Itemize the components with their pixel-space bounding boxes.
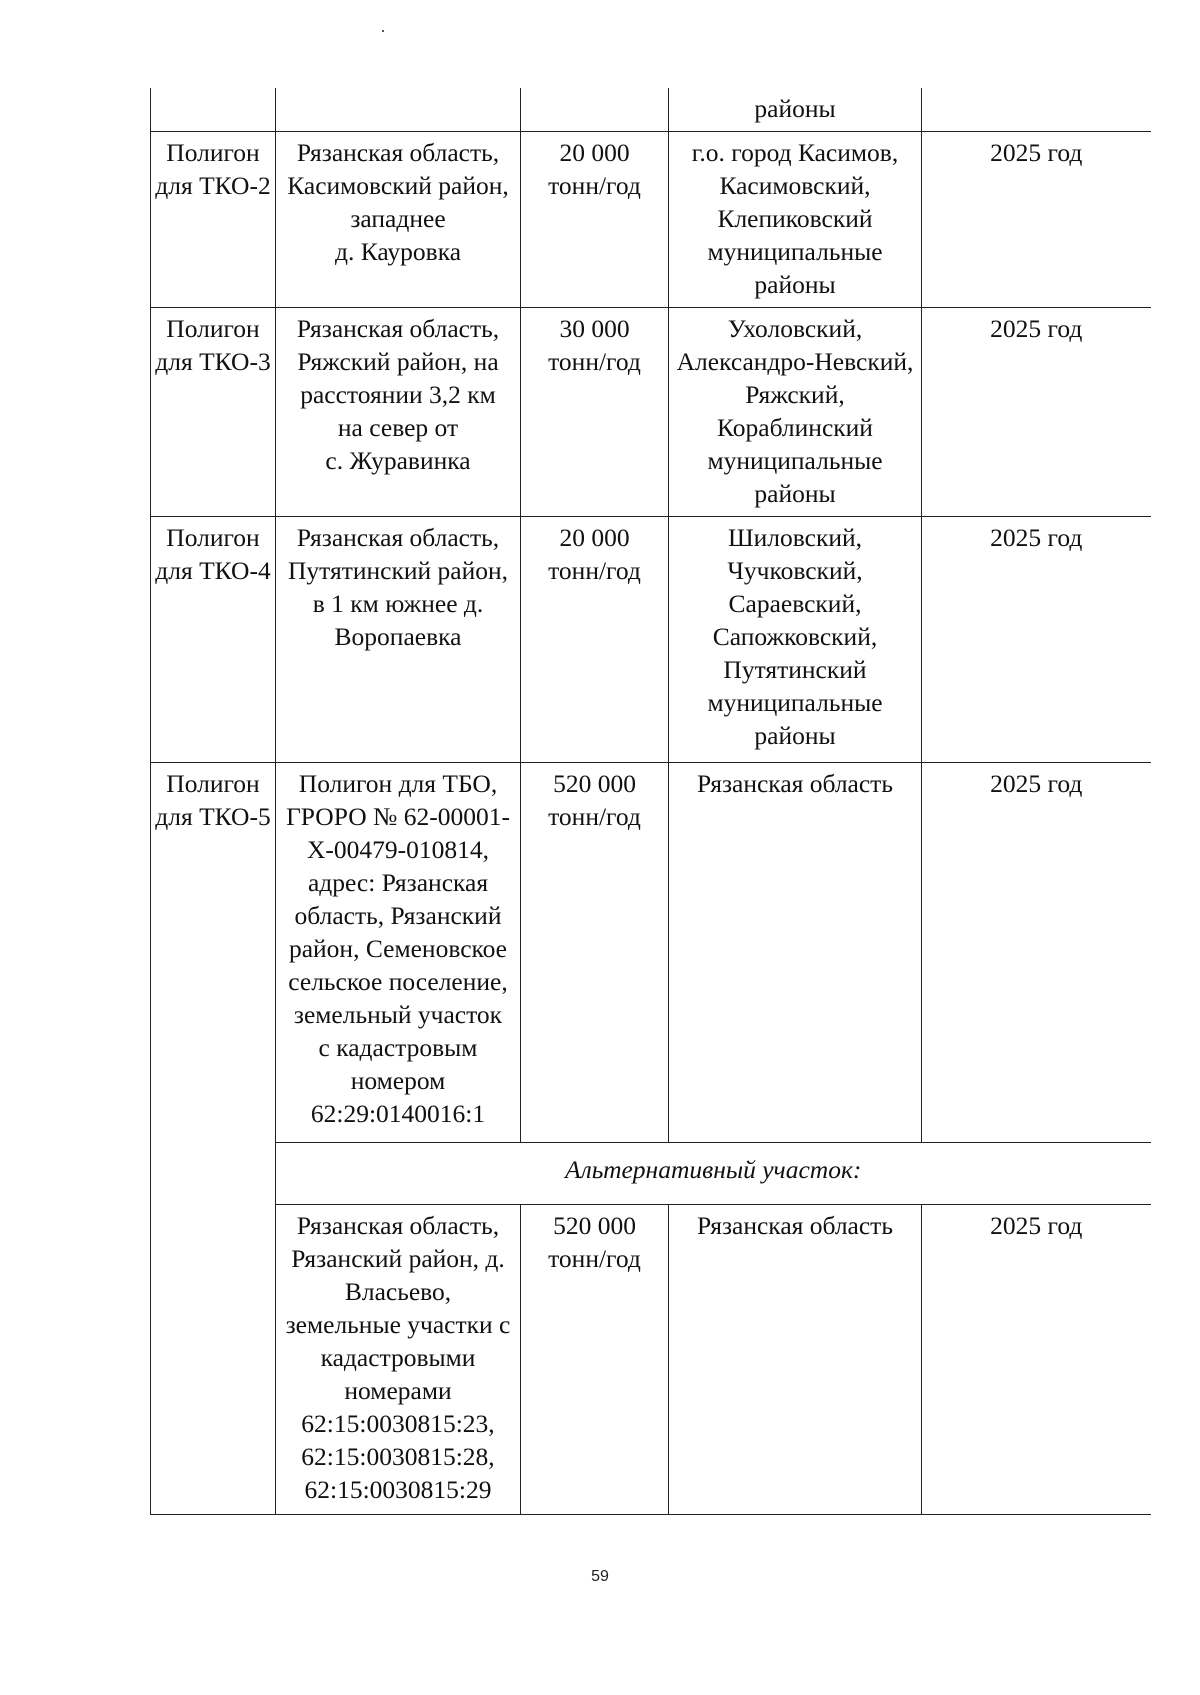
cell-year — [922, 308, 1151, 517]
location-line: номером — [350, 1066, 446, 1095]
area-line: Касимовский, — [719, 171, 871, 200]
object-line: Полигон — [166, 769, 260, 798]
location-line: Ряжский район, на — [297, 347, 499, 376]
location-line: земельный участок — [293, 1000, 503, 1029]
capacity-line: 20 000 — [559, 138, 630, 167]
cell-capacity — [521, 308, 669, 517]
cell-area — [669, 763, 922, 1143]
area-line: Рязанская область — [697, 769, 893, 798]
cell-year — [922, 763, 1151, 1143]
location-line: район, Семеновское — [288, 934, 508, 963]
alternative-site-label: Альтернативный участок: — [276, 1143, 1151, 1205]
capacity-line: 520 000 — [553, 769, 636, 798]
table-row-alternative-label — [151, 1143, 1151, 1205]
location-line: сельское поселение, — [288, 967, 508, 996]
capacity-line: 20 000 — [559, 523, 630, 552]
location-line: с кадастровым — [318, 1033, 478, 1062]
area-line: г.о. город Касимов, — [691, 138, 899, 167]
cell-location — [276, 517, 521, 763]
location-line: Воропаевка — [334, 622, 462, 651]
location-line: 62:15:0030815:28, — [301, 1442, 495, 1471]
table-row-continuation — [151, 88, 1151, 132]
location-line: Рязанская область, — [296, 1211, 500, 1240]
table-row-tko-4 — [151, 517, 1151, 763]
object-line: Полигон — [166, 523, 260, 552]
year-text: 2025 год — [990, 314, 1083, 343]
location-line: Полигон для ТБО, — [298, 769, 498, 798]
cell-area — [669, 308, 922, 517]
area-line: муниципальные — [707, 688, 883, 717]
cell-year — [922, 1205, 1151, 1515]
area-line: Путятинский — [723, 655, 867, 684]
year-text: 2025 год — [990, 138, 1083, 167]
facilities-table — [150, 88, 1151, 1515]
area-line: муниципальные — [707, 446, 883, 475]
location-line: номерами — [344, 1376, 452, 1405]
area-line: районы — [754, 479, 836, 508]
location-line: Рязанская область, — [296, 138, 500, 167]
cell-capacity — [521, 132, 669, 308]
year-text: 2025 год — [990, 769, 1083, 798]
area-line: районы — [754, 721, 836, 750]
location-line: Рязанский район, д. — [291, 1244, 505, 1273]
cell-object — [151, 308, 276, 517]
cell-object — [151, 88, 276, 132]
area-line: Кораблинский — [717, 413, 873, 442]
cell-location — [276, 88, 521, 132]
cell-object — [151, 517, 276, 763]
page-number: 59 — [591, 1568, 609, 1585]
location-line: д. Кауровка — [334, 237, 462, 266]
area-line: Ухоловский, — [727, 314, 863, 343]
cell-object — [151, 763, 276, 1515]
object-line: для ТКО-5 — [155, 802, 271, 831]
location-line: адрес: Рязанская — [307, 868, 489, 897]
location-line: с. Журавинка — [325, 446, 471, 475]
object-line: Полигон — [166, 138, 260, 167]
cell-location — [276, 308, 521, 517]
location-line: западнее — [350, 204, 446, 233]
cell-year — [922, 132, 1151, 308]
area-line: районы — [754, 270, 836, 299]
area-line: Чучковский, — [727, 556, 863, 585]
table-row-alternative — [151, 1205, 1151, 1515]
location-line: Рязанская область, — [296, 314, 500, 343]
year-text: 2025 год — [990, 523, 1083, 552]
cell-location — [276, 763, 521, 1143]
cell-area — [669, 517, 922, 763]
object-line: Полигон — [166, 314, 260, 343]
location-line: ГРОРО № 62-00001- — [286, 802, 510, 831]
area-line: Александро-Невский, — [676, 347, 914, 376]
table-row-tko-5 — [151, 763, 1151, 1143]
cell-year — [922, 88, 1151, 132]
area-line: Сараевский, — [728, 589, 862, 618]
location-line: земельные участки с — [285, 1310, 511, 1339]
capacity-line: тонн/год — [548, 347, 641, 376]
location-line: расстоянии 3,2 км — [300, 380, 496, 409]
location-line: в 1 км южнее д. — [312, 589, 484, 618]
year-text: 2025 год — [990, 1211, 1083, 1240]
scan-speck — [382, 30, 384, 32]
area-line: Клепиковский — [717, 204, 873, 233]
cell-object — [151, 132, 276, 308]
area-text: районы — [754, 94, 836, 123]
area-line: Шиловский, — [727, 523, 863, 552]
location-line: Рязанская область, — [296, 523, 500, 552]
capacity-line: тонн/год — [548, 556, 641, 585]
location-line: Касимовский район, — [287, 171, 509, 200]
object-line: для ТКО-3 — [155, 347, 271, 376]
area-line: Ряжский, — [745, 380, 845, 409]
cell-year — [922, 517, 1151, 763]
cell-area — [669, 88, 922, 132]
capacity-line: тонн/год — [548, 171, 641, 200]
cell-location — [276, 1205, 521, 1515]
location-line: Власьево, — [344, 1277, 452, 1306]
location-line: Х-00479-010814, — [306, 835, 490, 864]
cell-area — [669, 1205, 922, 1515]
cell-area — [669, 132, 922, 308]
area-line: Рязанская область — [697, 1211, 893, 1240]
location-line: область, Рязанский — [294, 901, 502, 930]
location-line: 62:29:0140016:1 — [310, 1099, 486, 1128]
cell-location — [276, 132, 521, 308]
cell-capacity — [521, 517, 669, 763]
capacity-line: тонн/год — [548, 802, 641, 831]
location-line: на север от — [337, 413, 459, 442]
capacity-line: 30 000 — [559, 314, 630, 343]
area-line: муниципальные — [707, 237, 883, 266]
location-line: кадастровыми — [320, 1343, 476, 1372]
table-row-tko-2 — [151, 132, 1151, 308]
cell-capacity — [521, 88, 669, 132]
location-line: Путятинский район, — [288, 556, 508, 585]
capacity-line: тонн/год — [548, 1244, 641, 1273]
object-line: для ТКО-2 — [155, 171, 271, 200]
cell-capacity — [521, 763, 669, 1143]
area-line: Сапожковский, — [712, 622, 878, 651]
object-line: для ТКО-4 — [155, 556, 271, 585]
table-row-tko-3 — [151, 308, 1151, 517]
cell-capacity — [521, 1205, 669, 1515]
location-line: 62:15:0030815:29 — [304, 1475, 492, 1504]
location-line: 62:15:0030815:23, — [301, 1409, 495, 1438]
capacity-line: 520 000 — [553, 1211, 636, 1240]
